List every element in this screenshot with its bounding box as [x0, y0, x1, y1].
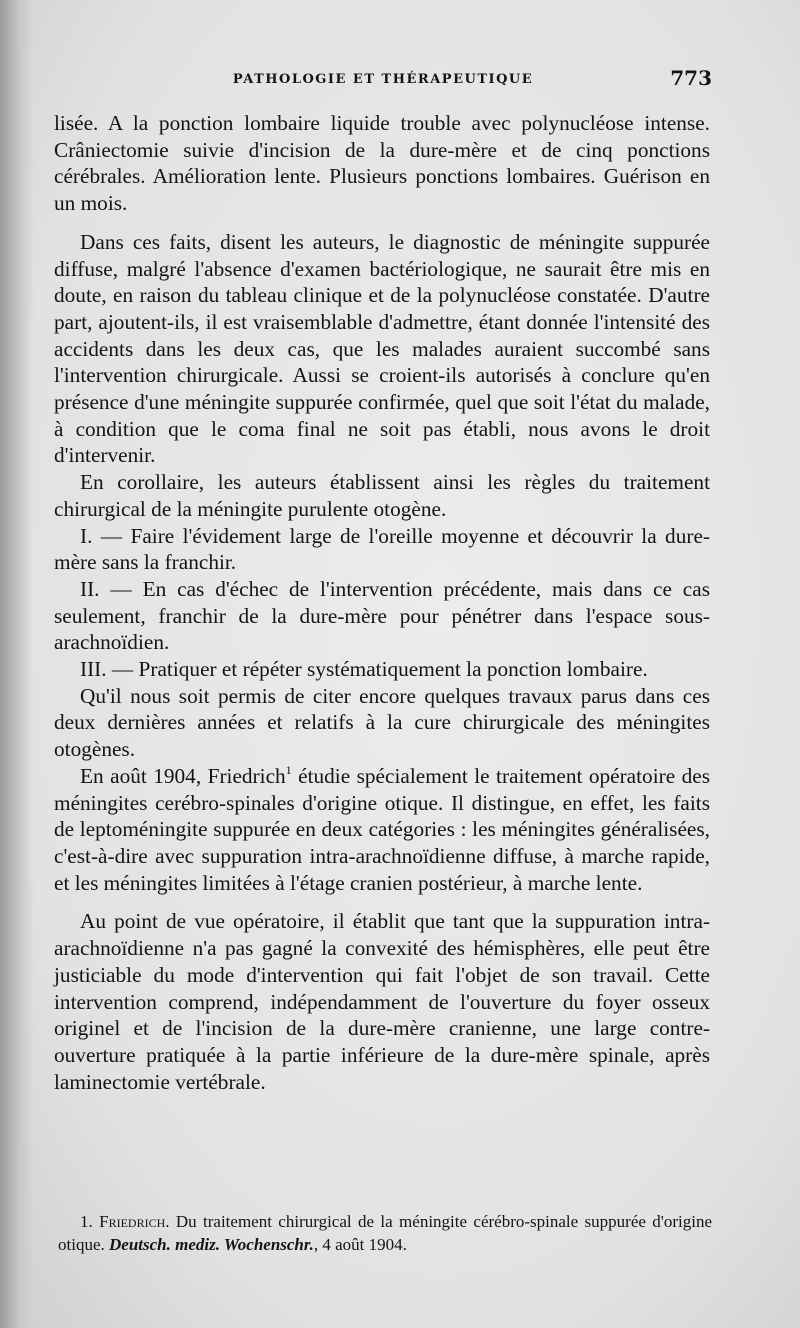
footnote-title: Du traitement chirurgical de la méningite cérébro-spinale suppurée d'origine otique. [58, 1212, 713, 1254]
paragraph-continuation: lisée. A la ponction lombaire liquide trouble avec polynucléose intense. Crâniectomie suivie d'incision de la dure-mère et de cinq ponctions cérébrales. Amélioration lente. Plusieurs ponctions lombaires. Guérison en un mois. [54, 111, 710, 216]
body-text [54, 110, 710, 1095]
page-gutter-shadow [0, 0, 34, 1328]
paragraph-other-works: Qu'il nous soit permis de citer encore quelques travaux parus dans ces deux dernières années et relatifs à la cure chirurgicale des méningites otogènes. [54, 683, 710, 762]
running-head: PATHOLOGIE ET THÉRAPEUTIQUE [232, 72, 534, 87]
footnote [58, 1210, 712, 1256]
page-number: 773 [670, 66, 712, 90]
footnote-reference: 1 [285, 762, 292, 777]
footnote-journal: Deutsch. mediz. Wochenschr. [109, 1235, 314, 1254]
page-header [54, 66, 712, 96]
paragraph-operative-view: Au point de vue opératoire, il établit que tant que la suppuration intra-arachnoïdienne n'a pas gagné la convexité des hémisphères, elle peut être justiciable du mode d'intervention qui fait l'objet de son travail. Cette intervention comprend, indépendamment de l'ouverture du foyer osseux originel et de l'incision de la dure-mère cranienne, une large contre-ouverture pratiquée à la partie inférieure de la dure-mère spinale, après laminectomie vertébrale. [54, 909, 710, 1094]
friedrich-text: étudie spécialement le traitement opératoire des méningites cerébro-spinales d'origine otique. Il distingue, en effet, les faits de leptoméningite suppurée en deux catégories : les méningites généralisées, c'est-à-dire avec suppuration intra-arachnoïdienne diffuse, à marche rapide, et les méningites limitées à l'étage cranien postérieur, à marche lente. [54, 763, 710, 895]
paragraph-corollary: En corollaire, les auteurs établissent ainsi les règles du traitement chirurgical de la méningite purulente otogène. [54, 470, 710, 521]
rule-three: III. — Pratiquer et répéter systématiquement la ponction lombaire. [80, 657, 648, 682]
footnote-number: 1. [80, 1212, 93, 1231]
paragraph-authors-conclusion: Dans ces faits, disent les auteurs, le diagnostic de méningite suppurée diffuse, malgré l'absence d'examen bactériologique, ne saurait être mis en doute, en raison du tableau clinique et de la polynucléose constatée. D'autre part, ajoutent-ils, il est vraisemblable d'admettre, étant donnée l'intensité des accidents dans les deux cas, que les malades auraient succombé sans l'intervention chirurgicale. Aussi se croient-ils autorisés à conclure qu'en présence d'une méningite suppurée confirmée, quel que soit l'état du malade, à condition que le coma final ne soit pas établi, nous avons le droit d'intervenir. [54, 229, 710, 468]
friedrich-lead: En août 1904, Friedrich [80, 763, 286, 788]
paragraph-friedrich [54, 763, 710, 897]
footnote-date: , 4 août 1904. [313, 1235, 407, 1254]
rule-two: II. — En cas d'échec de l'intervention précédente, mais dans ce cas seulement, franchir de la dure-mère pour pénétrer dans l'espace sous-arachnoïdien. [54, 576, 710, 655]
footnote-author: Friedrich. [99, 1212, 170, 1231]
rule-one: I. — Faire l'évidement large de l'oreille moyenne et découvrir la dure-mère sans la franchir. [54, 523, 710, 575]
